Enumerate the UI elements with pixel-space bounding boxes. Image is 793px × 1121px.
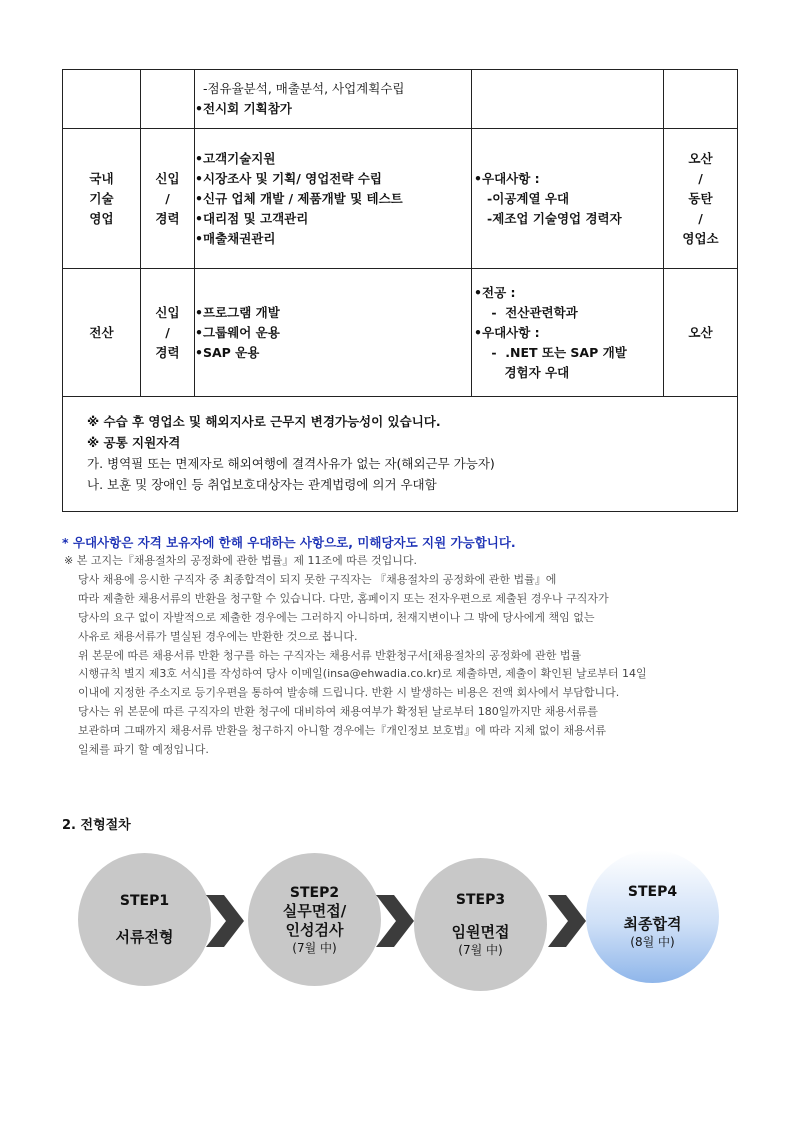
location-line: 오산 — [688, 324, 713, 340]
step-name: STEP3 — [455, 892, 506, 908]
notice-line: 사유로 채용서류가 멸실된 경우에는 반환한 것으로 봅니다. — [64, 629, 358, 643]
type-line: / — [165, 324, 170, 340]
duty-line: •전시회 기획참가 — [195, 101, 292, 116]
step-title: 임원면접 — [451, 923, 510, 941]
requirement-line: - 전산관련학과 — [474, 304, 578, 320]
notice-line: 보관하며 그때까지 채용서류 반환을 청구하지 아니할 경우에는『개인정보 보호법』에 따라 지체 없이 채용서류 — [64, 724, 606, 738]
type-cell — [141, 70, 195, 129]
location-line: / — [698, 210, 703, 226]
type-cell — [141, 269, 195, 397]
requirement-line: 경험자 우대 — [474, 364, 570, 380]
duties-cell — [195, 269, 472, 397]
notice-line: 당사 채용에 응시한 구직자 중 최종합격이 되지 못한 구직자는 『채용절차의 공정화에 관한 법률』에 — [64, 572, 557, 586]
type-cell — [141, 129, 195, 269]
step-title: 실무면접/ — [282, 901, 347, 920]
location-line: / — [698, 170, 703, 186]
requirement-line: •전공 : — [474, 284, 516, 300]
dept-cell — [63, 269, 141, 397]
duty-line: •시장조사 및 기획/ 영업전략 수립 — [195, 170, 382, 186]
dept-line: 국내 — [89, 170, 114, 186]
step-date: (7월 中) — [292, 940, 337, 955]
notice-line: 일체를 파기 할 예정입니다. — [64, 743, 209, 757]
requirement-line: •우대사항 : — [474, 170, 540, 186]
common-qualifications-note — [63, 397, 738, 512]
note-line: ※ 수습 후 영업소 및 해외지사로 근무지 변경가능성이 있습니다. — [87, 414, 441, 429]
note-line: ※ 공통 지원자격 — [87, 435, 181, 450]
location-cell — [664, 269, 738, 397]
location-line: 오산 — [688, 150, 713, 166]
dept-line: 기술 — [89, 190, 114, 206]
section-title: 2. 전형절차 — [62, 818, 131, 833]
duties-cell — [195, 70, 472, 129]
duty-line: •신규 업체 개발 / 제품개발 및 테스트 — [195, 190, 403, 206]
duty-line: •대리점 및 고객관리 — [195, 210, 309, 226]
job-table — [62, 69, 738, 512]
table-row — [63, 129, 738, 269]
step-2-circle — [248, 853, 381, 986]
step-name: STEP4 — [627, 884, 678, 900]
chevron-right-icon — [548, 895, 588, 947]
step-4-circle — [586, 850, 719, 983]
duties-cell — [195, 129, 472, 269]
note-line: 가. 병역필 또는 면제자로 해외여행에 결격사유가 없는 자(해외근무 가능자) — [87, 456, 495, 471]
dept-line: 영업 — [89, 210, 114, 226]
notice-line: 따라 제출한 채용서류의 반환을 청구할 수 있습니다. 다만, 홈페이지 또는 전자우편으로 제출된 경우나 구직자가 — [64, 591, 609, 605]
requirements-cell — [472, 70, 664, 129]
notice-line: ※ 본 고지는『채용절차의 공정화에 관한 법률』제 11조에 따른 것입니다. — [64, 554, 417, 567]
step-3-circle — [414, 858, 547, 991]
requirement-line: -제조업 기술영업 경력자 — [474, 210, 622, 226]
step-1-circle — [78, 853, 211, 986]
chevron-right-icon — [206, 895, 246, 947]
note-line: 나. 보훈 및 장애인 등 취업보호대상자는 관계법령에 의거 우대함 — [87, 477, 437, 492]
step-name: STEP2 — [289, 884, 340, 901]
duty-line: •SAP 운용 — [195, 344, 260, 360]
type-line: 신입 — [155, 170, 180, 186]
step-date: (7월 中) — [458, 943, 503, 957]
dept-line: 전산 — [89, 324, 114, 340]
type-line: / — [165, 190, 170, 206]
step-title: 인성검사 — [285, 920, 344, 939]
notice-line: 위 본문에 따른 채용서류 반환 청구를 하는 구직자는 채용서류 반환청구서[채용절차의 공정화에 관한 법률 — [64, 648, 582, 662]
document-return-notice — [64, 552, 647, 760]
duty-line: •그룹웨어 운용 — [195, 324, 280, 340]
dept-cell — [63, 129, 141, 269]
notice-line: 이내에 지정한 주소지로 등기우편을 통하여 발송해 드립니다. 반환 시 발생하는 비용은 전액 회사에서 부담합니다. — [64, 686, 620, 700]
notice-line: 당사는 위 본문에 따른 구직자의 반환 청구에 대비하여 채용여부가 확정된 날로부터 180일까지만 채용서류를 — [64, 705, 598, 719]
duty-line: •프로그램 개발 — [195, 304, 280, 320]
notice-line: 당사의 요구 없이 자발적으로 제출한 경우에는 그러하지 아니하며, 천재지변이나 그 밖에 당사에게 책임 없는 — [64, 610, 595, 624]
duty-line: -점유율분석, 매출분석, 사업계획수립 — [195, 81, 405, 96]
table-row — [63, 397, 738, 512]
type-line: 경력 — [155, 210, 180, 226]
location-line: 영업소 — [682, 230, 719, 246]
location-line: 동탄 — [688, 190, 713, 206]
location-cell — [664, 70, 738, 129]
step-title: 최종합격 — [623, 915, 682, 933]
requirement-line: •우대사항 : — [474, 324, 540, 340]
step-name: STEP1 — [119, 893, 170, 909]
duty-line: •고객기술지원 — [195, 150, 276, 166]
requirements-cell — [472, 269, 664, 397]
table-row — [63, 269, 738, 397]
step-date: (8월 中) — [630, 935, 675, 949]
step-title: 서류전형 — [115, 928, 174, 946]
type-line: 신입 — [155, 304, 180, 320]
chevron-right-icon — [376, 895, 416, 947]
requirement-line: -이공계열 우대 — [474, 190, 570, 206]
preference-note: * 우대사항은 자격 보유자에 한해 우대하는 사항으로, 미해당자도 지원 가능합니다. — [62, 535, 516, 550]
requirement-line: - .NET 또는 SAP 개발 — [474, 344, 627, 360]
type-line: 경력 — [155, 344, 180, 360]
requirements-cell — [472, 129, 664, 269]
dept-cell — [63, 70, 141, 129]
duty-line: •매출채권관리 — [195, 230, 276, 246]
location-cell — [664, 129, 738, 269]
table-row — [63, 70, 738, 129]
notice-line: 시행규칙 별지 제3호 서식]를 작성하여 당사 이메일(insa@ehwadia.co.kr)로 제출하면, 제출이 확인된 날로부터 14일 — [64, 667, 647, 681]
